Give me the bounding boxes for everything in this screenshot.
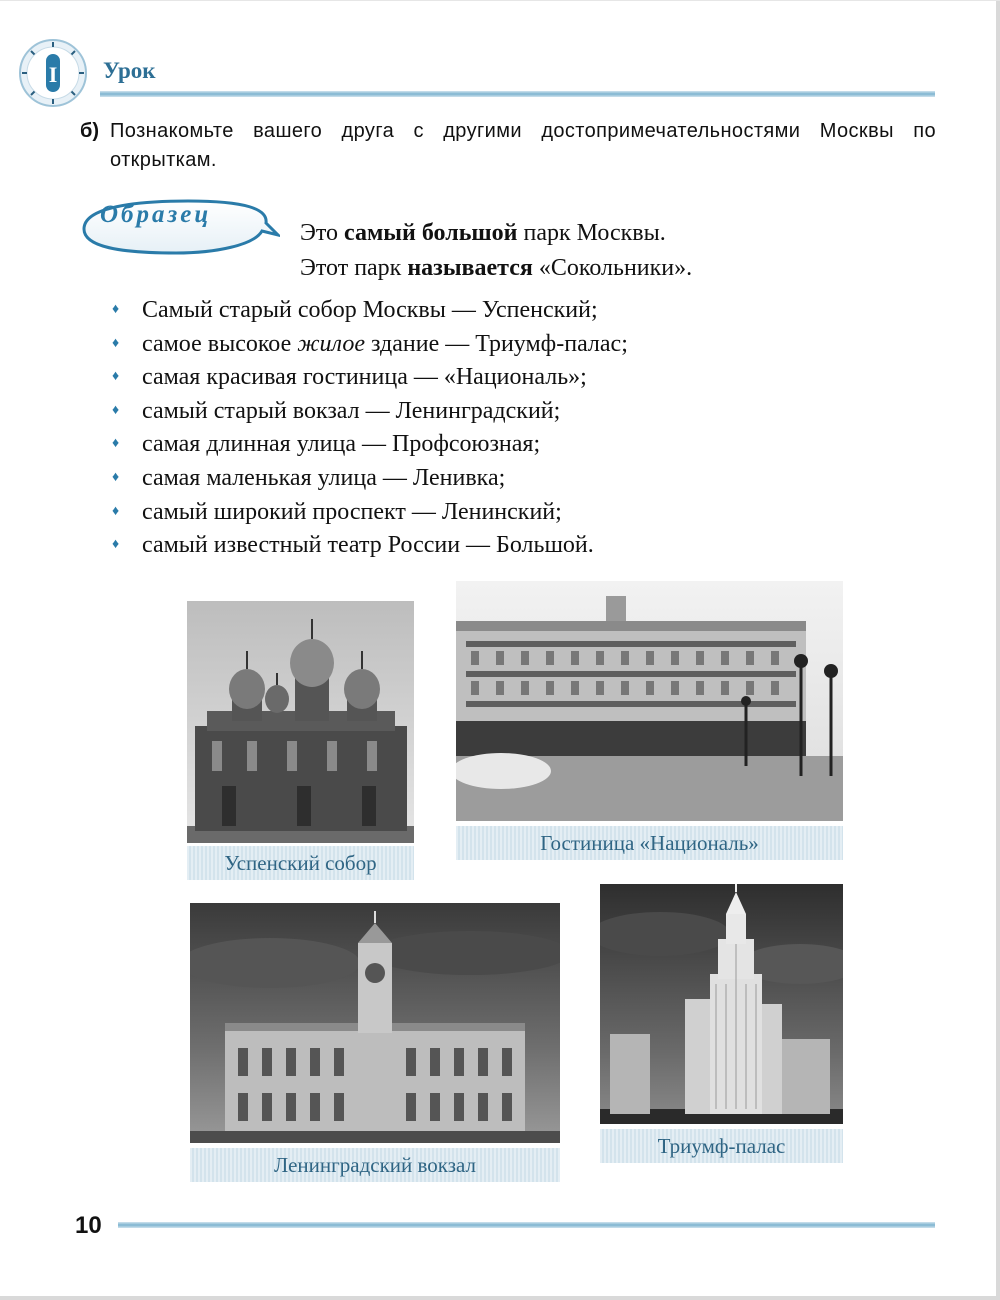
list-item: ♦ Самый старый собор Москвы — Успенский; (112, 294, 628, 328)
list-item: ♦ самая длинная улица — Профсоюзная; (112, 428, 628, 462)
list-item: ♦ самая красивая гостиница — «Националь»; (112, 361, 628, 395)
page-number: 10 (75, 1212, 102, 1239)
hotel-photo (456, 581, 843, 821)
railway-station-photo (190, 903, 560, 1143)
header-divider (100, 91, 935, 97)
photo-caption: Успенский собор (187, 846, 414, 880)
sample-sentences (300, 216, 692, 286)
cathedral-photo (187, 601, 414, 843)
list-item: ♦ самая маленькая улица — Ленивка; (112, 462, 628, 496)
lesson-title: Урок (103, 58, 156, 83)
clock-icon (18, 38, 88, 108)
landmarks-list (112, 294, 628, 563)
list-item: ♦ самый известный театр России — Большой. (112, 529, 628, 563)
footer-divider (118, 1222, 935, 1228)
sample-line-2: Этот парк называется «Сокольники». (300, 255, 693, 281)
skyscraper-photo (600, 884, 843, 1124)
sample-label: Образец (100, 201, 212, 228)
task-letter: б) (80, 120, 100, 142)
task-text: Познакомьте вашего друга с другими достопримечательностями Москвы по открыткам. (110, 120, 936, 171)
lesson-numeral: I (48, 62, 58, 87)
list-item: ♦ самый широкий проспект — Ленинский; (112, 496, 628, 530)
sample-line-1: Это самый большой парк Москвы. (300, 220, 666, 246)
list-item: ♦ самый старый вокзал — Ленинградский; (112, 395, 628, 429)
photo-caption: Ленинградский вокзал (190, 1148, 560, 1182)
list-item: ♦ самое высокое жилое здание — Триумф-палас; (112, 328, 628, 362)
photo-caption: Триумф-палас (600, 1129, 843, 1163)
photo-caption: Гостиница «Националь» (456, 826, 843, 860)
